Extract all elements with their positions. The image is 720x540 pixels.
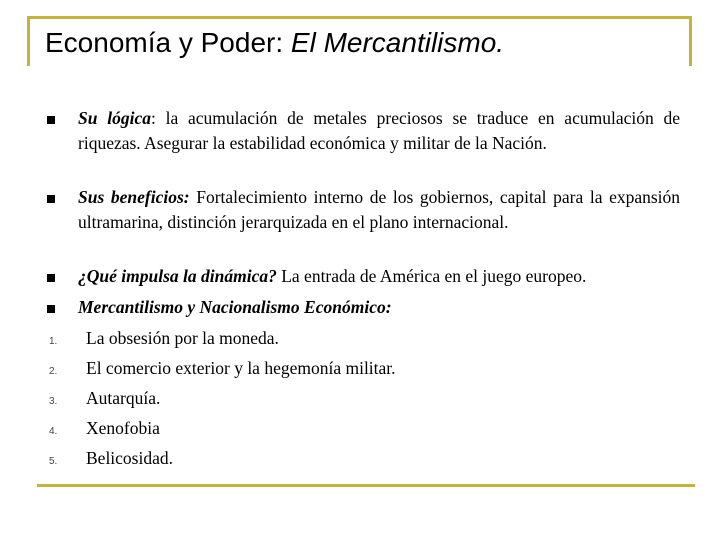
bullet-lead: Su lógica — [78, 108, 151, 128]
bullet-square-icon — [47, 305, 55, 313]
bullet-square-icon — [47, 116, 55, 124]
numbered-item: La obsesión por la moneda. — [86, 328, 279, 348]
slide-title — [45, 27, 504, 59]
list-number: 1. — [49, 336, 58, 347]
bullet-sep: : — [150, 108, 166, 128]
bullet-lead: ¿Qué impulsa la dinámica? — [78, 266, 277, 286]
numbered-item: Autarquía. — [86, 388, 161, 408]
bullet-item — [78, 185, 680, 235]
bullet-item — [78, 295, 680, 320]
title-italic: El Mercantilismo. — [290, 27, 505, 58]
list-number: 5. — [49, 456, 58, 467]
title-main: Economía y Poder: — [45, 27, 291, 58]
bullet-lead: Sus beneficios: — [78, 187, 190, 207]
bottom-divider — [37, 484, 695, 487]
numbered-item: Belicosidad. — [86, 448, 173, 468]
bullet-square-icon — [47, 195, 55, 203]
bullet-square-icon — [47, 274, 55, 282]
list-number: 3. — [49, 396, 58, 407]
numbered-item: Xenofobia — [86, 418, 160, 438]
list-number: 2. — [49, 366, 58, 377]
bullet-text: La entrada de América en el juego europeo. — [281, 266, 587, 286]
bullet-text: la acumulación de metales preciosos se traduce en acumulación de riquezas. Asegurar la estabilidad económica y militar de la Nación. — [78, 108, 680, 153]
bullet-text: Fortalecimiento interno de los gobiernos, capital para la expansión ultramarina, distinción jerarquizada en el plano internacional. — [78, 187, 681, 232]
list-number: 4. — [49, 426, 58, 437]
bullet-item — [78, 264, 680, 289]
bullet-item — [78, 106, 680, 156]
bullet-lead: Mercantilismo y Nacionalismo Económico: — [78, 297, 392, 317]
numbered-item: El comercio exterior y la hegemonía militar. — [86, 358, 396, 378]
